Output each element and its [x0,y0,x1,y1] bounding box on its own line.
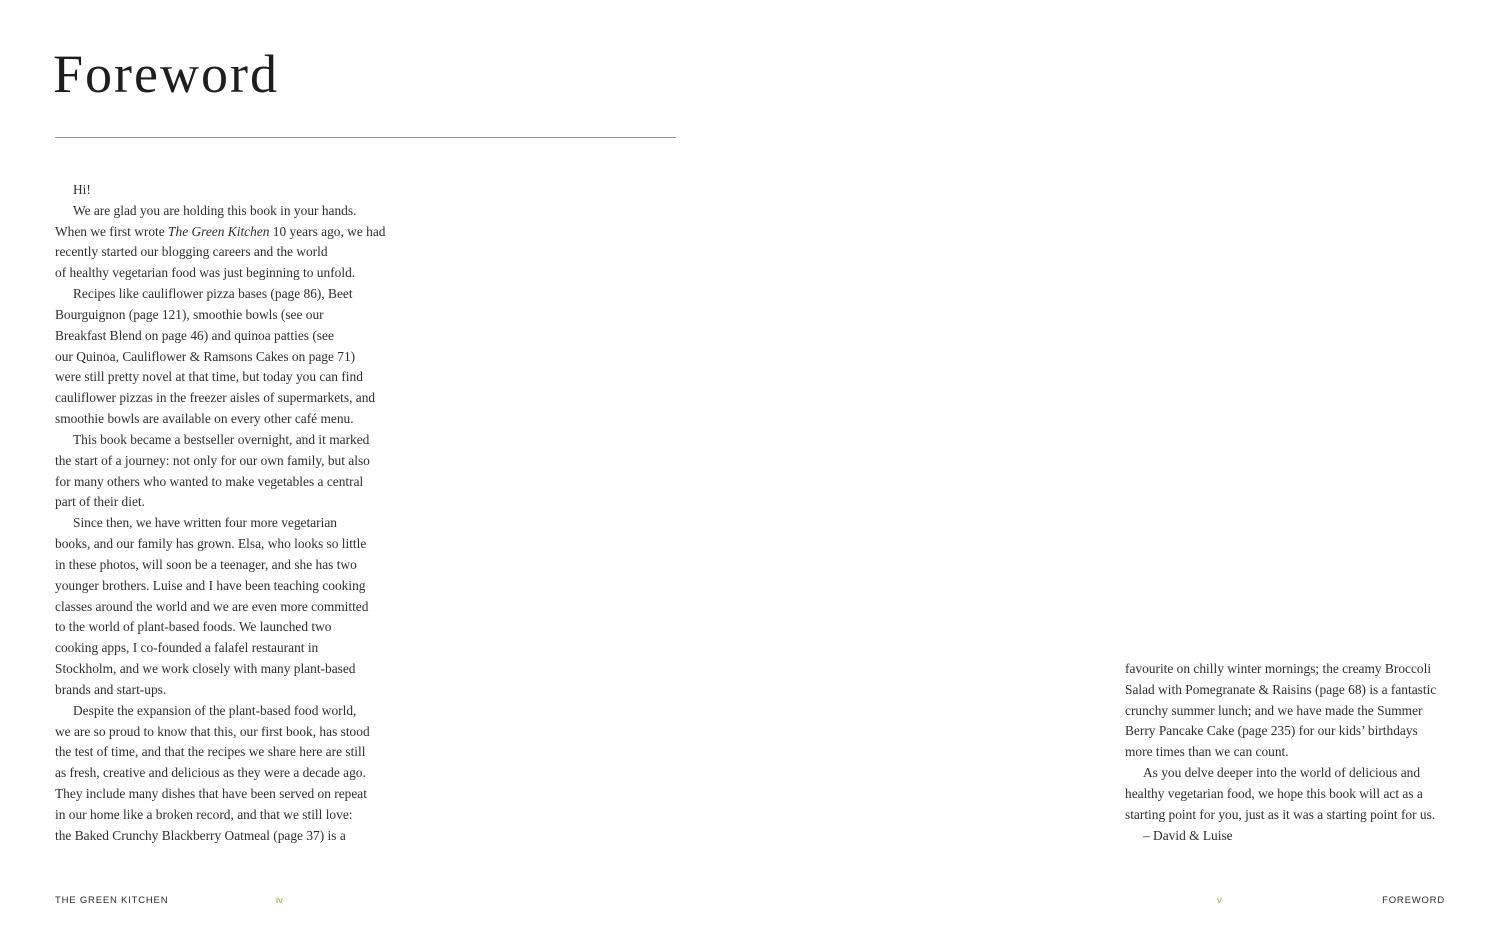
text-line: As you delve deeper into the world of delicious and [1143,765,1421,781]
text-line: smoothie bowls are available on every other café menu. [55,411,354,427]
page-number-right: v [1217,895,1222,906]
text-segment: 10 years ago, we had [269,223,386,239]
text-line: brands and start-ups. [55,681,167,697]
text-line: healthy vegetarian food, we hope this book will act as a [1125,785,1423,801]
book-title-italic: The Green Kitchen [168,223,270,239]
text-line: cauliflower pizzas in the freezer aisles of supermarkets, and [55,390,376,406]
running-head-left: THE GREEN KITCHEN [55,895,169,906]
title-divider [55,137,676,138]
text-line: part of their diet. [55,494,145,510]
text-line: Berry Pancake Cake (page 235) for our kids’ birthdays [1125,723,1418,739]
running-head-right: FOREWORD [1382,895,1445,906]
text-line: Breakfast Blend on page 46) and quinoa patties (see [55,327,334,343]
text-line: Bourguignon (page 121), smoothie bowls (see our [55,306,324,322]
text-line: of healthy vegetarian food was just beginning to unfold. [55,265,356,281]
page-number-left: iv [276,895,283,906]
text-segment: When we first wrote [55,223,169,239]
left-text-column [55,180,385,847]
text-line: younger brothers. Luise and I have been teaching cooking [55,577,366,593]
text-line: Since then, we have written four more vegetarian [73,515,337,531]
text-line: to the world of plant-based foods. We launched two [55,619,332,635]
text-line: recently started our blogging careers and the world [55,244,328,260]
text-line: the Baked Crunchy Blackberry Oatmeal (page 37) is a [55,827,346,843]
text-line: – David & Luise [1143,827,1233,843]
text-line: for many others who wanted to make vegetables a central [55,473,364,489]
text-line: Stockholm, and we work closely with many plant-based [55,661,356,677]
text-line: in our home like a broken record, and that we still love: [55,806,353,822]
text-line: classes around the world and we are even more committed [55,598,369,614]
text-line: more times than we can count. [1125,744,1289,760]
text-line: Hi! [73,182,91,197]
text-line: in these photos, will soon be a teenager, and she has two [55,556,357,572]
text-line: favourite on chilly winter mornings; the creamy Broccoli [1125,661,1432,676]
text-line: Salad with Pomegranate & Raisins (page 68) is a fantastic [1125,681,1437,697]
text-line: starting point for you, just as it was a starting point for us. [1125,806,1436,822]
text-line: as fresh, creative and delicious as they were a decade ago. [55,765,366,781]
text-line: They include many dishes that have been served on repeat [55,786,367,802]
page-title: Foreword [53,44,279,104]
text-line: the start of a journey: not only for our own family, but also [55,452,370,468]
text-line: Despite the expansion of the plant-based food world, [73,702,357,718]
text-line [55,222,385,243]
text-line: books, and our family has grown. Elsa, who looks so little [55,536,367,552]
text-line: cooking apps, I co-founded a falafel restaurant in [55,640,319,656]
text-line: crunchy summer lunch; and we have made the Summer [1125,702,1423,718]
text-line: the test of time, and that the recipes we share here are still [55,744,366,760]
text-line: Recipes like cauliflower pizza bases (page 86), Beet [73,286,353,302]
text-line: This book became a bestseller overnight, and it marked [73,431,370,447]
text-line: were still pretty novel at that time, but today you can find [55,369,363,385]
text-line: we are so proud to know that this, our first book, has stood [55,723,370,739]
text-line: our Quinoa, Cauliflower & Ramsons Cakes on page 71) [55,348,356,364]
text-line: We are glad you are holding this book in your hands. [73,202,357,218]
right-text-column [1125,659,1436,846]
